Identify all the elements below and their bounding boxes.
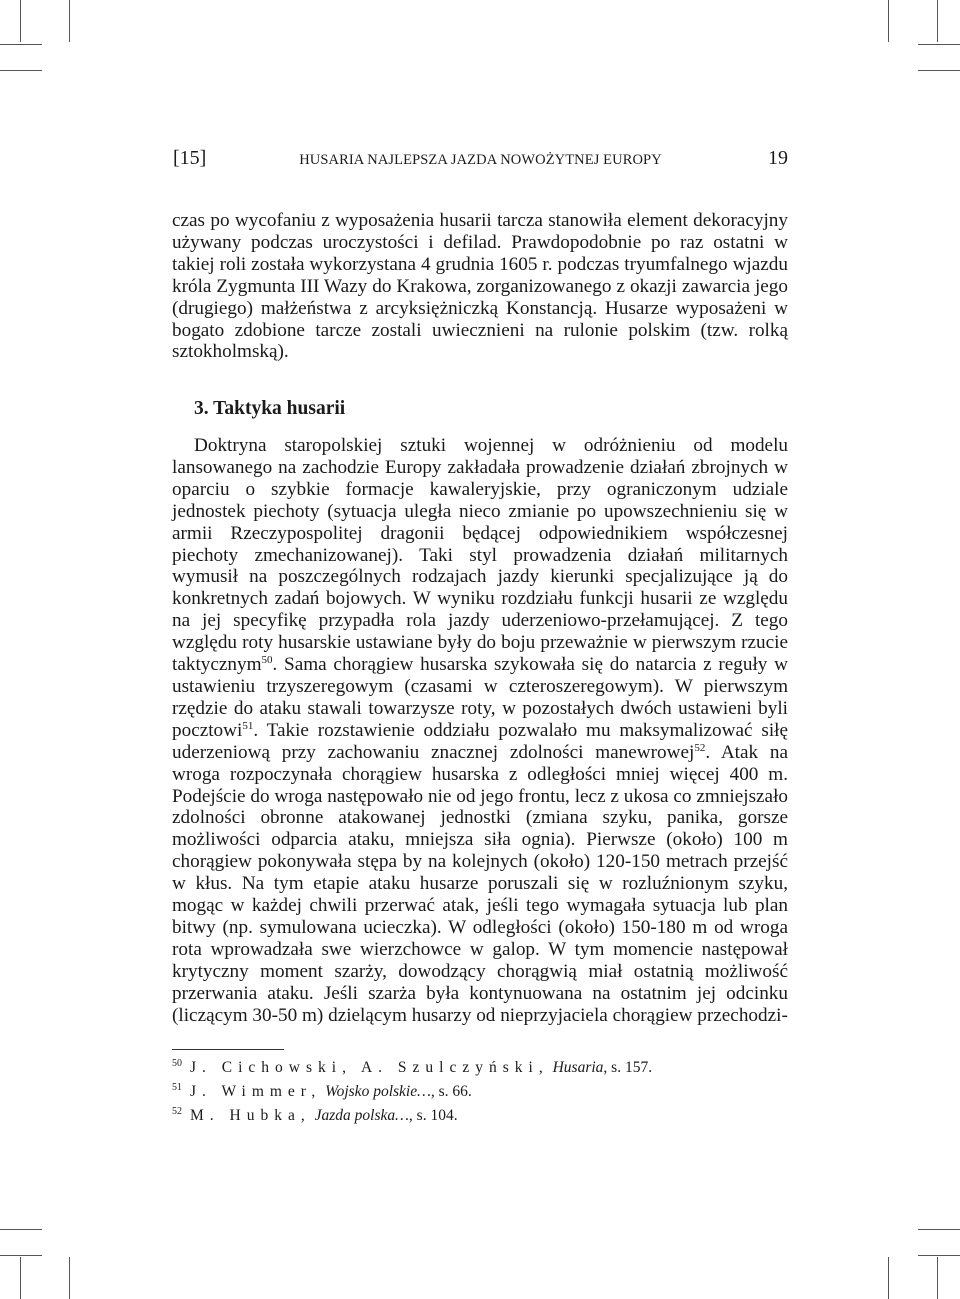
crop-mark bbox=[888, 0, 889, 42]
chapter-number: [15] bbox=[173, 147, 207, 169]
footnote-title: Wojsko polskie…, bbox=[325, 1083, 435, 1100]
paragraph-text: . Sama chorągiew husarska szykowała się do natarcia z reguły w ustawieniu trzyszeregowym (czasami w czteroszeregowym). W pierwszym rzędzie do ataku stawali towarzysze roty, w pozostałych dwóch ustawieni byli pocztowi bbox=[172, 654, 788, 741]
footnote-pages: s. 66. bbox=[434, 1083, 472, 1100]
paragraph-text: . Takie rozstawienie oddziału pozwalało mu maksymalizować siłę uderzeniową przy zachowaniu znacznej zdolności manewrowej bbox=[172, 719, 788, 763]
footnote-ref[interactable]: 51 bbox=[242, 719, 254, 732]
paragraph: czas po wycofaniu z wyposażenia husarii tarcza stanowiła element dekoracyjny używany podczas uroczystości i defilad. Prawdopodobnie po raz ostatni w takiej roli została wykorzystana 4 grudnia 1605 r. podczas tryumfalnego wjazdu króla Zygmunta III Wazy do Krakowa, zorganizowanego z okazji zawarcia jego (drugiego) małżeństwa z arcyksiężniczką Konstancją. Husarze wyposażeni w bogato zdobione tarcze zostali uwiecznieni na rulonie polskim (tzw. rolką sztokholmską). bbox=[172, 210, 788, 363]
footnote-author: M. Hubka, bbox=[190, 1107, 311, 1124]
crop-mark bbox=[69, 1257, 70, 1299]
crop-mark bbox=[918, 1255, 960, 1256]
crop-mark bbox=[0, 1229, 42, 1230]
crop-mark bbox=[888, 1257, 889, 1299]
footnote-title: Jazda polska… bbox=[314, 1107, 409, 1124]
crop-mark bbox=[0, 70, 42, 71]
page-header bbox=[173, 147, 788, 177]
running-title: HUSARIA NAJLEPSZA JAZDA NOWOŻYTNEJ EUROPY bbox=[299, 152, 662, 168]
footnote-divider bbox=[172, 1049, 284, 1050]
section-heading: 3. Taktyka husarii bbox=[194, 398, 346, 419]
footnote-author: J. Wimmer, bbox=[190, 1083, 322, 1100]
footnote-number: 51 bbox=[172, 1082, 182, 1093]
footnote-number: 50 bbox=[172, 1058, 182, 1069]
crop-mark bbox=[918, 44, 960, 45]
crop-mark bbox=[69, 0, 70, 42]
crop-mark bbox=[0, 44, 42, 45]
crop-mark bbox=[0, 1255, 42, 1256]
footnote-pages: , s. 104. bbox=[408, 1107, 458, 1124]
footnote bbox=[172, 1055, 652, 1077]
paragraph bbox=[172, 435, 788, 1026]
crop-mark bbox=[20, 0, 21, 42]
footnote-ref[interactable]: 50 bbox=[261, 654, 273, 667]
crop-mark bbox=[918, 70, 960, 71]
crop-mark bbox=[20, 1257, 21, 1299]
footnote-title: Husaria bbox=[552, 1059, 604, 1076]
footnote-author: J. Cichowski, A. Szulczyński, bbox=[190, 1059, 549, 1076]
paragraph-text: Doktryna staropolskiej sztuki wojennej w odróżnieniu od modelu lansowanego na zachodzie Europy zakładała prowadzenie działań zbrojnych w oparciu o szybkie formacje kawaleryjskie, przy ograniczonym udziale jednostek piechoty (sytuacja uległa nieco zmianie po upowszechnieniu się w armii Rzeczypospolitej dragonii będącej odpowiednikiem współczesnej piechoty zmechanizowanej). Taki styl prowadzenia działań militarnych wymusił na poszczególnych rodzajach jazdy kierunki specjalizujące ją do konkretnych zadań bojowych. W wyniku rozdziału funkcji husarii ze względu na jej specyfikę przypadła rola jazdy uderzeniowo-przełamującej. Z tego względu roty husarskie ustawiane były do boju przeważnie w pierwszym rzucie taktycznym bbox=[172, 435, 788, 676]
crop-mark bbox=[937, 1257, 938, 1299]
page-number: 19 bbox=[768, 147, 788, 169]
crop-mark bbox=[918, 1229, 960, 1230]
footnote bbox=[172, 1079, 472, 1101]
footnote-ref[interactable]: 52 bbox=[694, 741, 706, 754]
footnote-pages: , s. 157. bbox=[603, 1059, 653, 1076]
footnote bbox=[172, 1103, 458, 1125]
crop-mark bbox=[937, 0, 938, 42]
paragraph-text: . Atak na wroga rozpoczynała chorągiew husarska z odległości mniej więcej 400 m. Podejście do wroga następowało nie od jego frontu, lecz z ukosa co zmniejszało zdolności obronne atakowanej jednostki (zmiana szyku, panika, gorsze możliwości odparcia ataku, mniejsza siła ognia). Pierwsze (około) 100 m chorągiew pokonywała stępa by na kolejnych (około) 120-150 metrach przejść w kłus. Na tym etapie ataku husarze poruszali się w rozluźnionym szyku, mogąc w każdej chwili przerwać atak, jeśli tego wymagała sytuacja lub plan bitwy (np. symulowana ucieczka). W odległości (około) 150-180 m od wroga rota wprowadzała swe wierzchowce w galop. W tym momencie następował krytyczny moment szarży, dowodzący chorągwią miał ostatnią możliwość przerwania ataku. Jeśli szarża była kontynuowana na ostatnim jej odcinku (liczącym 30-50 m) dzielącym husarzy od nieprzyjaciela chorągiew przechodzi- bbox=[172, 741, 788, 1026]
footnote-number: 52 bbox=[172, 1106, 182, 1117]
